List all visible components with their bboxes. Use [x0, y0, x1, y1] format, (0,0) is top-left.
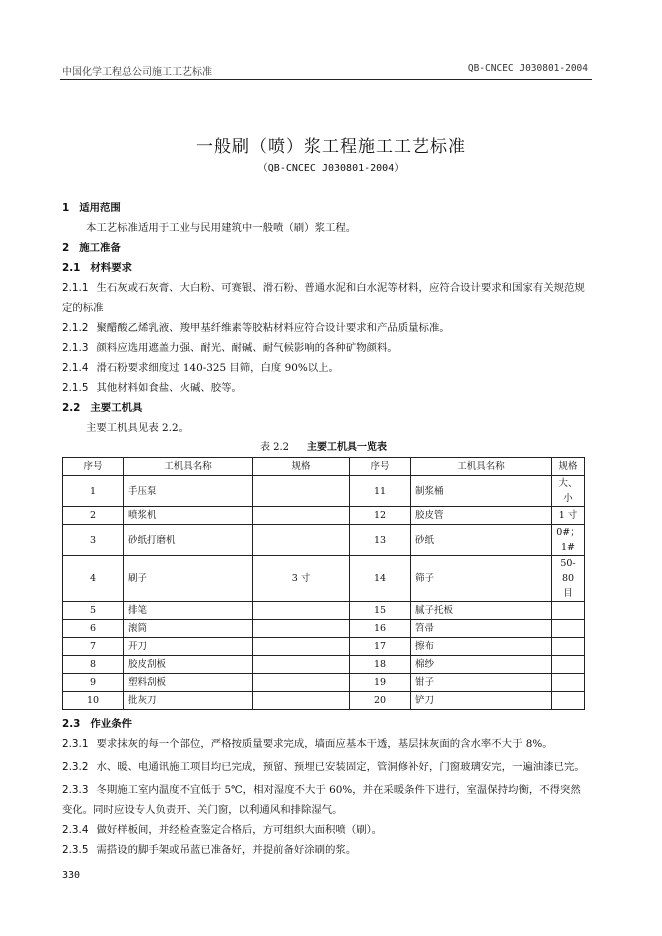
clause-text: 水、暖、电通讯施工项目均已完成，预留、预埋已安装固定，管洞修补好，门窗玻璃安完，一遍油漆已完。: [96, 761, 585, 773]
clause-2-3-5: [62, 840, 585, 860]
section-title: 作业条件: [90, 718, 132, 730]
clause-text: 聚醋酸乙烯乳液、羧甲基纤维素等胶粘材料应符合设计要求和产品质量标准。: [96, 322, 450, 334]
table-cell: 0#；1#: [552, 525, 585, 556]
table-row: [63, 692, 585, 710]
clause-number: 2.3.3: [62, 784, 89, 796]
table-cell: 16: [350, 620, 411, 638]
col-header: 序号: [350, 458, 411, 476]
table-number: 表 2.2: [259, 442, 290, 453]
table-cell: 筛子: [411, 556, 552, 602]
section-1-text: 本工艺标准适用于工业与民用建筑中一般喷（刷）浆工程。: [86, 222, 357, 234]
clause-2-1-5: [62, 378, 585, 398]
clause-text: 颜料应选用遮盖力强、耐光、耐碱、耐气候影响的各种矿物颜料。: [96, 342, 398, 354]
clause-2-1-2: [62, 318, 585, 338]
clause-2-3-2: [62, 757, 585, 777]
table-row: [63, 656, 585, 674]
table-cell: 19: [350, 674, 411, 692]
table-cell: 排笔: [124, 602, 253, 620]
table-cell: [253, 638, 350, 656]
table-cell: 11: [350, 476, 411, 507]
section-number: 2.3: [62, 718, 81, 730]
table-cell: [253, 656, 350, 674]
table-row: [63, 507, 585, 525]
table-cell: [552, 674, 585, 692]
table-cell: [552, 638, 585, 656]
table-cell: 钳子: [411, 674, 552, 692]
table-cell: 3 寸: [253, 556, 350, 602]
table-cell: [253, 692, 350, 710]
table-cell: 笤帚: [411, 620, 552, 638]
section-2-1-heading: [62, 258, 585, 278]
table-cell: 批灰刀: [124, 692, 253, 710]
section-2-heading: [62, 238, 585, 258]
clause-text: 做好样板间，并经检查鉴定合格后，方可组织大面积喷（刷）。: [96, 824, 383, 836]
table-cell: 17: [350, 638, 411, 656]
page-number: 330: [62, 870, 81, 881]
table-cell: 15: [350, 602, 411, 620]
table-cell: 20: [350, 692, 411, 710]
clause-text: 要求抹灰的每一个部位，严格按质量要求完成，墙面应基本干透，基层抹灰面的含水率不大于 8%。: [96, 738, 553, 750]
clause-2-3-1: [62, 734, 585, 754]
table-cell: [253, 602, 350, 620]
table-row: [63, 674, 585, 692]
clause-number: 2.1.1: [62, 282, 89, 294]
table-cell: [552, 692, 585, 710]
page-subtitle: （QB-CNCEC J030801-2004）: [257, 163, 405, 174]
table-row: [63, 525, 585, 556]
table-cell: [253, 476, 350, 507]
clause-number: 2.1.5: [62, 382, 89, 394]
table-row: [63, 620, 585, 638]
table-cell: 胶皮管: [411, 507, 552, 525]
clause-2-3-3: [62, 780, 585, 820]
table-row: [63, 556, 585, 602]
table-cell: 8: [63, 656, 124, 674]
table-cell: 14: [350, 556, 411, 602]
table-cell: 18: [350, 656, 411, 674]
table-row: [63, 476, 585, 507]
table-cell: 13: [350, 525, 411, 556]
table-cell: [253, 674, 350, 692]
table-cell: 胶皮刮板: [124, 656, 253, 674]
table-cell: 6: [63, 620, 124, 638]
table-cell: [253, 507, 350, 525]
table-cell: [552, 656, 585, 674]
clause-2-1-3: [62, 338, 585, 358]
clause-text: 冬期施工室内温度不宜低于 5℃，相对湿度不大于 60%，并在采暖条件下进行，室温保持均衡，不得突然变化。同时应设专人负责开、关门窗，以利通风和排除湿气。: [62, 784, 581, 816]
clause-number: 2.3.5: [62, 844, 89, 856]
clause-2-1-4: [62, 358, 585, 378]
col-header: 规格: [552, 458, 585, 476]
table-cell: 砂纸打磨机: [124, 525, 253, 556]
clause-number: 2.1.2: [62, 322, 89, 334]
table-cell: 手压泵: [124, 476, 253, 507]
section-title: 材料要求: [90, 262, 132, 274]
clause-number: 2.1.3: [62, 342, 89, 354]
table-cell: 腻子托板: [411, 602, 552, 620]
table-cell: 塑料刮板: [124, 674, 253, 692]
clause-number: 2.3.4: [62, 824, 89, 836]
section-number: 2: [62, 242, 70, 254]
section-2-2-text: 主要工机具见表 2.2。: [86, 422, 189, 434]
table-cell: 擦布: [411, 638, 552, 656]
section-number: 2.1: [62, 262, 81, 274]
section-1-heading: [62, 198, 585, 218]
clause-2-3-4: [62, 820, 585, 840]
table-cell: 2: [63, 507, 124, 525]
header-right: QB-CNCEC J030801-2004: [467, 63, 588, 74]
table-cell: [552, 602, 585, 620]
section-number: 2.2: [62, 402, 81, 414]
clause-text: 其他材料如食盐、火碱、胶等。: [96, 382, 242, 394]
document-body: [62, 198, 585, 860]
table-cell: 12: [350, 507, 411, 525]
page-title: 一般刷（喷）浆工程施工工艺标准: [196, 137, 466, 157]
clause-number: 2.1.4: [62, 362, 89, 374]
clause-number: 2.3.1: [62, 738, 89, 750]
table-cell: 大、小: [552, 476, 585, 507]
table-cell: 7: [63, 638, 124, 656]
table-caption: [62, 439, 585, 457]
tools-table: [62, 457, 585, 710]
table-cell: 制浆桶: [411, 476, 552, 507]
table-cell: 刷子: [124, 556, 253, 602]
section-2-3-heading: [62, 714, 585, 734]
table-cell: [253, 620, 350, 638]
table-row: [63, 638, 585, 656]
table-cell: 棉纱: [411, 656, 552, 674]
table-cell: 10: [63, 692, 124, 710]
section-title: 主要工机具: [90, 402, 143, 414]
table-cell: 1 寸: [552, 507, 585, 525]
header-divider: [60, 79, 592, 80]
header-left: 中国化学工程总公司施工工艺标准: [62, 67, 212, 78]
section-title: 施工准备: [79, 242, 121, 254]
section-title: 适用范围: [79, 202, 121, 214]
table-name: 主要工机具一览表: [307, 442, 388, 453]
section-2-2-heading: [62, 398, 585, 418]
clause-2-1-1: [62, 278, 585, 318]
table-cell: [552, 620, 585, 638]
table-cell: 砂纸: [411, 525, 552, 556]
table-cell: 4: [63, 556, 124, 602]
clause-text: 滑石粉要求细度过 140-325 目筛，白度 90%以上。: [96, 362, 339, 374]
table-cell: 滚筒: [124, 620, 253, 638]
table-cell: 9: [63, 674, 124, 692]
clause-text: 生石灰或石灰膏、大白粉、可赛银、滑石粉、普通水泥和白水泥等材料，应符合设计要求和国家有关规范规定的标准: [62, 282, 585, 314]
table-cell: 50-80 目: [552, 556, 585, 602]
clause-text: 需搭设的脚手架或吊蓝已准备好，并提前备好涂刷的浆。: [96, 844, 357, 856]
section-number: 1: [62, 202, 70, 214]
col-header: 规格: [253, 458, 350, 476]
table-header-row: [63, 458, 585, 476]
table-cell: [253, 525, 350, 556]
table-cell: 3: [63, 525, 124, 556]
table-cell: 开刀: [124, 638, 253, 656]
table-cell: 1: [63, 476, 124, 507]
table-cell: 铲刀: [411, 692, 552, 710]
clause-number: 2.3.2: [62, 761, 89, 773]
col-header: 工机具名称: [124, 458, 253, 476]
col-header: 工机具名称: [411, 458, 552, 476]
col-header: 序号: [63, 458, 124, 476]
table-cell: 5: [63, 602, 124, 620]
table-cell: 喷浆机: [124, 507, 253, 525]
table-row: [63, 602, 585, 620]
